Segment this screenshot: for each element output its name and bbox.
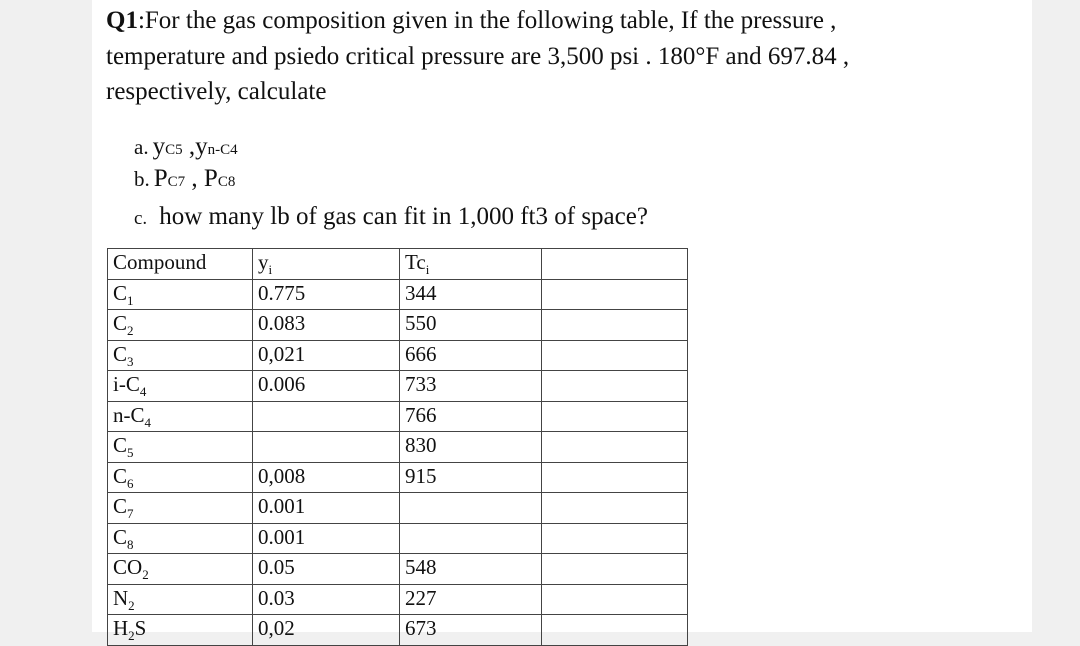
extra-cell: [542, 584, 688, 615]
table-row: [108, 371, 688, 402]
y-cell: 0.001: [253, 493, 400, 524]
header-extra: [542, 249, 688, 280]
tc-cell: [400, 493, 542, 524]
extra-cell: [542, 554, 688, 585]
table-row: [108, 340, 688, 371]
tc-cell: 227: [400, 584, 542, 615]
table-row: [108, 401, 688, 432]
compound-cell: $CO_2$: [108, 554, 253, 585]
item-b-p1: P: [153, 165, 168, 192]
tc-cell: 733: [400, 371, 542, 402]
item-b: [134, 165, 235, 196]
question-label: Q1: [106, 7, 138, 34]
header-y-sub: i: [268, 262, 273, 277]
tc-cell: [400, 523, 542, 554]
y-cell: 0,021: [253, 340, 400, 371]
tc-cell: 915: [400, 462, 542, 493]
item-a-marker: a.: [134, 135, 149, 159]
y-cell: 0.05: [253, 554, 400, 585]
tc-cell: 550: [400, 310, 542, 341]
extra-cell: [542, 523, 688, 554]
item-c-text: how many lb of gas can fit in 1,000 ft3 of space?: [159, 203, 648, 230]
question-text-1: :For the gas composition given in the following table, If the pressure ,: [137, 7, 837, 34]
tc-cell: 830: [400, 432, 542, 463]
gas-composition-table: [107, 248, 688, 646]
item-b-sep: ,: [185, 165, 204, 192]
header-y: [253, 249, 400, 280]
compound-cell: $C_6$: [108, 462, 253, 493]
compound-cell: $C_1$: [108, 279, 253, 310]
question-line-2: temperature and psiedo critical pressure are 3,500 psi . 180°F and 697.84 ,: [106, 43, 850, 70]
compound-cell: $C_5$: [108, 432, 253, 463]
compound-cell: $C_8$: [108, 523, 253, 554]
extra-cell: [542, 340, 688, 371]
extra-cell: [542, 462, 688, 493]
compound-cell: $C_3$: [108, 340, 253, 371]
item-a-y1-sub: C5: [165, 142, 183, 158]
header-tc-base: Tc: [405, 250, 426, 274]
extra-cell: [542, 432, 688, 463]
header-compound: Compound: [108, 249, 253, 280]
table-row: [108, 462, 688, 493]
compound-cell: $i-C_4$: [108, 371, 253, 402]
tc-cell: 666: [400, 340, 542, 371]
table-row: [108, 584, 688, 615]
y-cell: 0.083: [253, 310, 400, 341]
item-a: [134, 133, 238, 164]
table-row: [108, 615, 688, 646]
y-cell: [253, 432, 400, 463]
table-row: [108, 310, 688, 341]
extra-cell: [542, 279, 688, 310]
tc-cell: 673: [400, 615, 542, 646]
y-cell: 0.03: [253, 584, 400, 615]
table-row: [108, 493, 688, 524]
tc-cell: 548: [400, 554, 542, 585]
item-a-y2-sub: n-C4: [207, 142, 238, 158]
extra-cell: [542, 310, 688, 341]
item-a-sep: ,: [182, 133, 196, 160]
question-line-1: [106, 6, 836, 36]
question-line-3: respectively, calculate: [106, 78, 327, 105]
table-header-row: [108, 249, 688, 280]
tc-cell: 344: [400, 279, 542, 310]
item-a-y1: y: [152, 133, 166, 160]
y-cell: 0.775: [253, 279, 400, 310]
compound-cell: $N_2$: [108, 584, 253, 615]
table-row: [108, 432, 688, 463]
header-tc-sub: i: [425, 262, 430, 277]
header-y-base: y: [258, 250, 269, 274]
compound-cell: $H_2S$: [108, 615, 253, 646]
item-b-p2-sub: C8: [217, 174, 236, 190]
compound-cell: $n-C_4$: [108, 401, 253, 432]
y-cell: 0.006: [253, 371, 400, 402]
table-row: [108, 523, 688, 554]
compound-cell: $C_7$: [108, 493, 253, 524]
item-b-p1-sub: C7: [167, 174, 186, 190]
item-c-marker: c.: [134, 208, 148, 229]
y-cell: 0,008: [253, 462, 400, 493]
compound-cell: $C_2$: [108, 310, 253, 341]
extra-cell: [542, 493, 688, 524]
table-row: [108, 554, 688, 585]
table-row: [108, 279, 688, 310]
document-page: [92, 0, 1032, 643]
item-b-marker: b.: [134, 167, 150, 191]
extra-cell: [542, 401, 688, 432]
item-c: [134, 203, 648, 234]
item-a-y2: y: [195, 133, 208, 160]
extra-cell: [542, 615, 688, 646]
y-cell: 0,02: [253, 615, 400, 646]
y-cell: 0.001: [253, 523, 400, 554]
tc-cell: 766: [400, 401, 542, 432]
item-b-p2: P: [203, 165, 218, 192]
header-tc: [400, 249, 542, 280]
extra-cell: [542, 371, 688, 402]
y-cell: [253, 401, 400, 432]
